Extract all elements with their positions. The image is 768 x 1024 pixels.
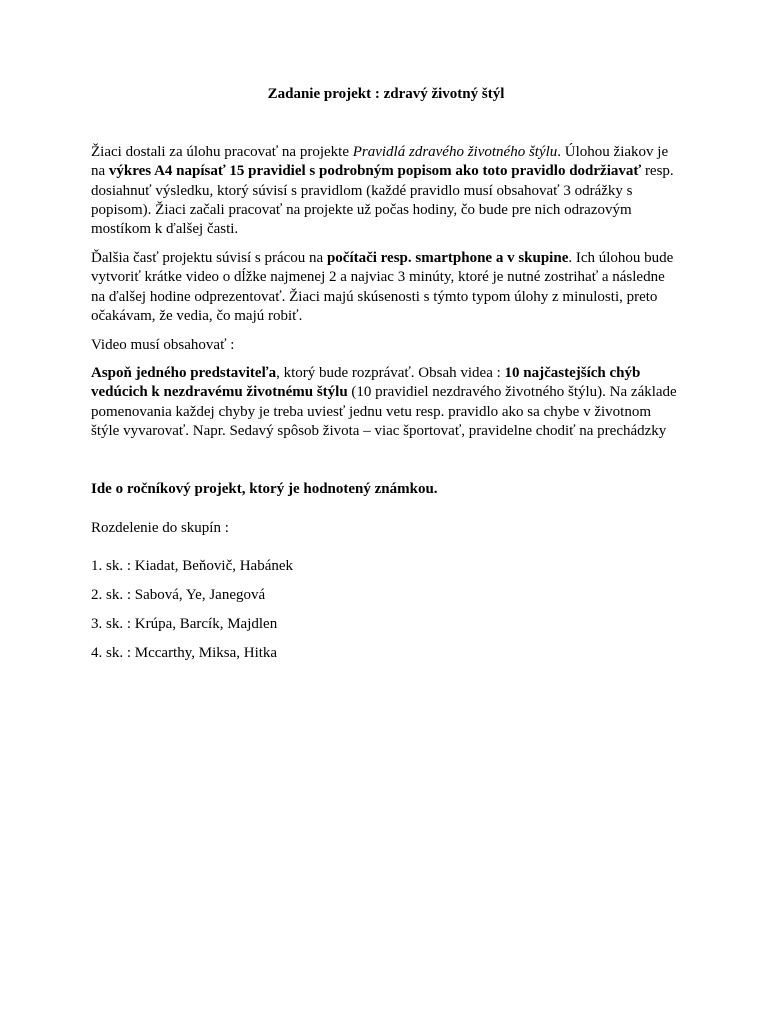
group-item: 3. sk. : Krúpa, Barcík, Majdlen: [91, 616, 278, 632]
paragraph-video-content: [91, 364, 681, 441]
paragraph-video-requirements-label: Video musí obsahovať :: [91, 337, 235, 353]
paragraph-content-bold: 10 najčastejších chýb vedúcich k nezdravému životnému štýlu: [91, 365, 641, 401]
group-item: 2. sk. : Sabová, Ye, Janegová: [91, 587, 266, 603]
paragraph-intro-text: . Úlohou žiakov je na: [91, 144, 669, 180]
paragraph-groups-label: Rozdelenie do skupín :: [91, 520, 229, 536]
paragraph-content-text: , ktorý bude rozprávať. Obsah videa :: [276, 365, 505, 381]
paragraph-intro-text: Žiaci dostali za úlohu pracovať na projekte: [91, 144, 353, 160]
paragraph-content-bold: Aspoň jedného predstaviteľa: [91, 365, 277, 381]
paragraph-video-text: Ďalšia časť projektu súvisí s prácou na: [91, 250, 327, 266]
group-item: 1. sk. : Kiadat, Beňovič, Habánek: [91, 558, 294, 574]
paragraph-content-text: (10 pravidiel nezdravého životného štýlu). Na základe pomenovania každej chyby je treba uviesť jednu vetu resp. pravidlo ako sa chybe v životnom štýle vyvarovať. Napr. Sedavý spôsob života – viac športovať, pravidelne chodiť na prechádzky: [91, 384, 677, 439]
paragraph-intro-task-bold: výkres A4 napísať 15 pravidiel s podrobným popisom ako toto pravidlo dodržiavať: [108, 163, 642, 180]
paragraph-intro-project-name: Pravidlá zdravého životného štýlu: [352, 144, 558, 160]
document-title: Zadanie projekt : zdravý životný štýl: [267, 86, 505, 102]
group-item: 4. sk. : Mccarthy, Miksa, Hitka: [91, 645, 278, 661]
paragraph-intro: [91, 143, 681, 239]
paragraph-video-text: . Ich úlohou bude vytvoriť krátke video o dĺžke najmenej 2 a najviac 3 minúty, ktoré je nutné zostrihať a následne na ďalšej hodine odprezentovať. Žiaci majú skúsenosti s týmto typom úlohy z minulosti, preto očakávam, že vedia, čo majú robiť.: [91, 250, 674, 324]
grading-note-bold: Ide o ročníkový projekt, ktorý je hodnotený známkou.: [91, 481, 438, 497]
paragraph-video-task: [91, 249, 681, 326]
paragraph-video-bold: počítači resp. smartphone a v skupine: [326, 250, 569, 266]
paragraph-grading-note: [91, 480, 681, 499]
paragraph-intro-text: resp. dosiahnuť výsledku, ktorý súvisí s pravidlom (každé pravidlo musí obsahovať 3 odrážky s popisom). Žiaci začali pracovať na projekte už počas hodiny, čo bude pre nich odrazovým mostíkom k ďalšej časti.: [91, 163, 674, 238]
